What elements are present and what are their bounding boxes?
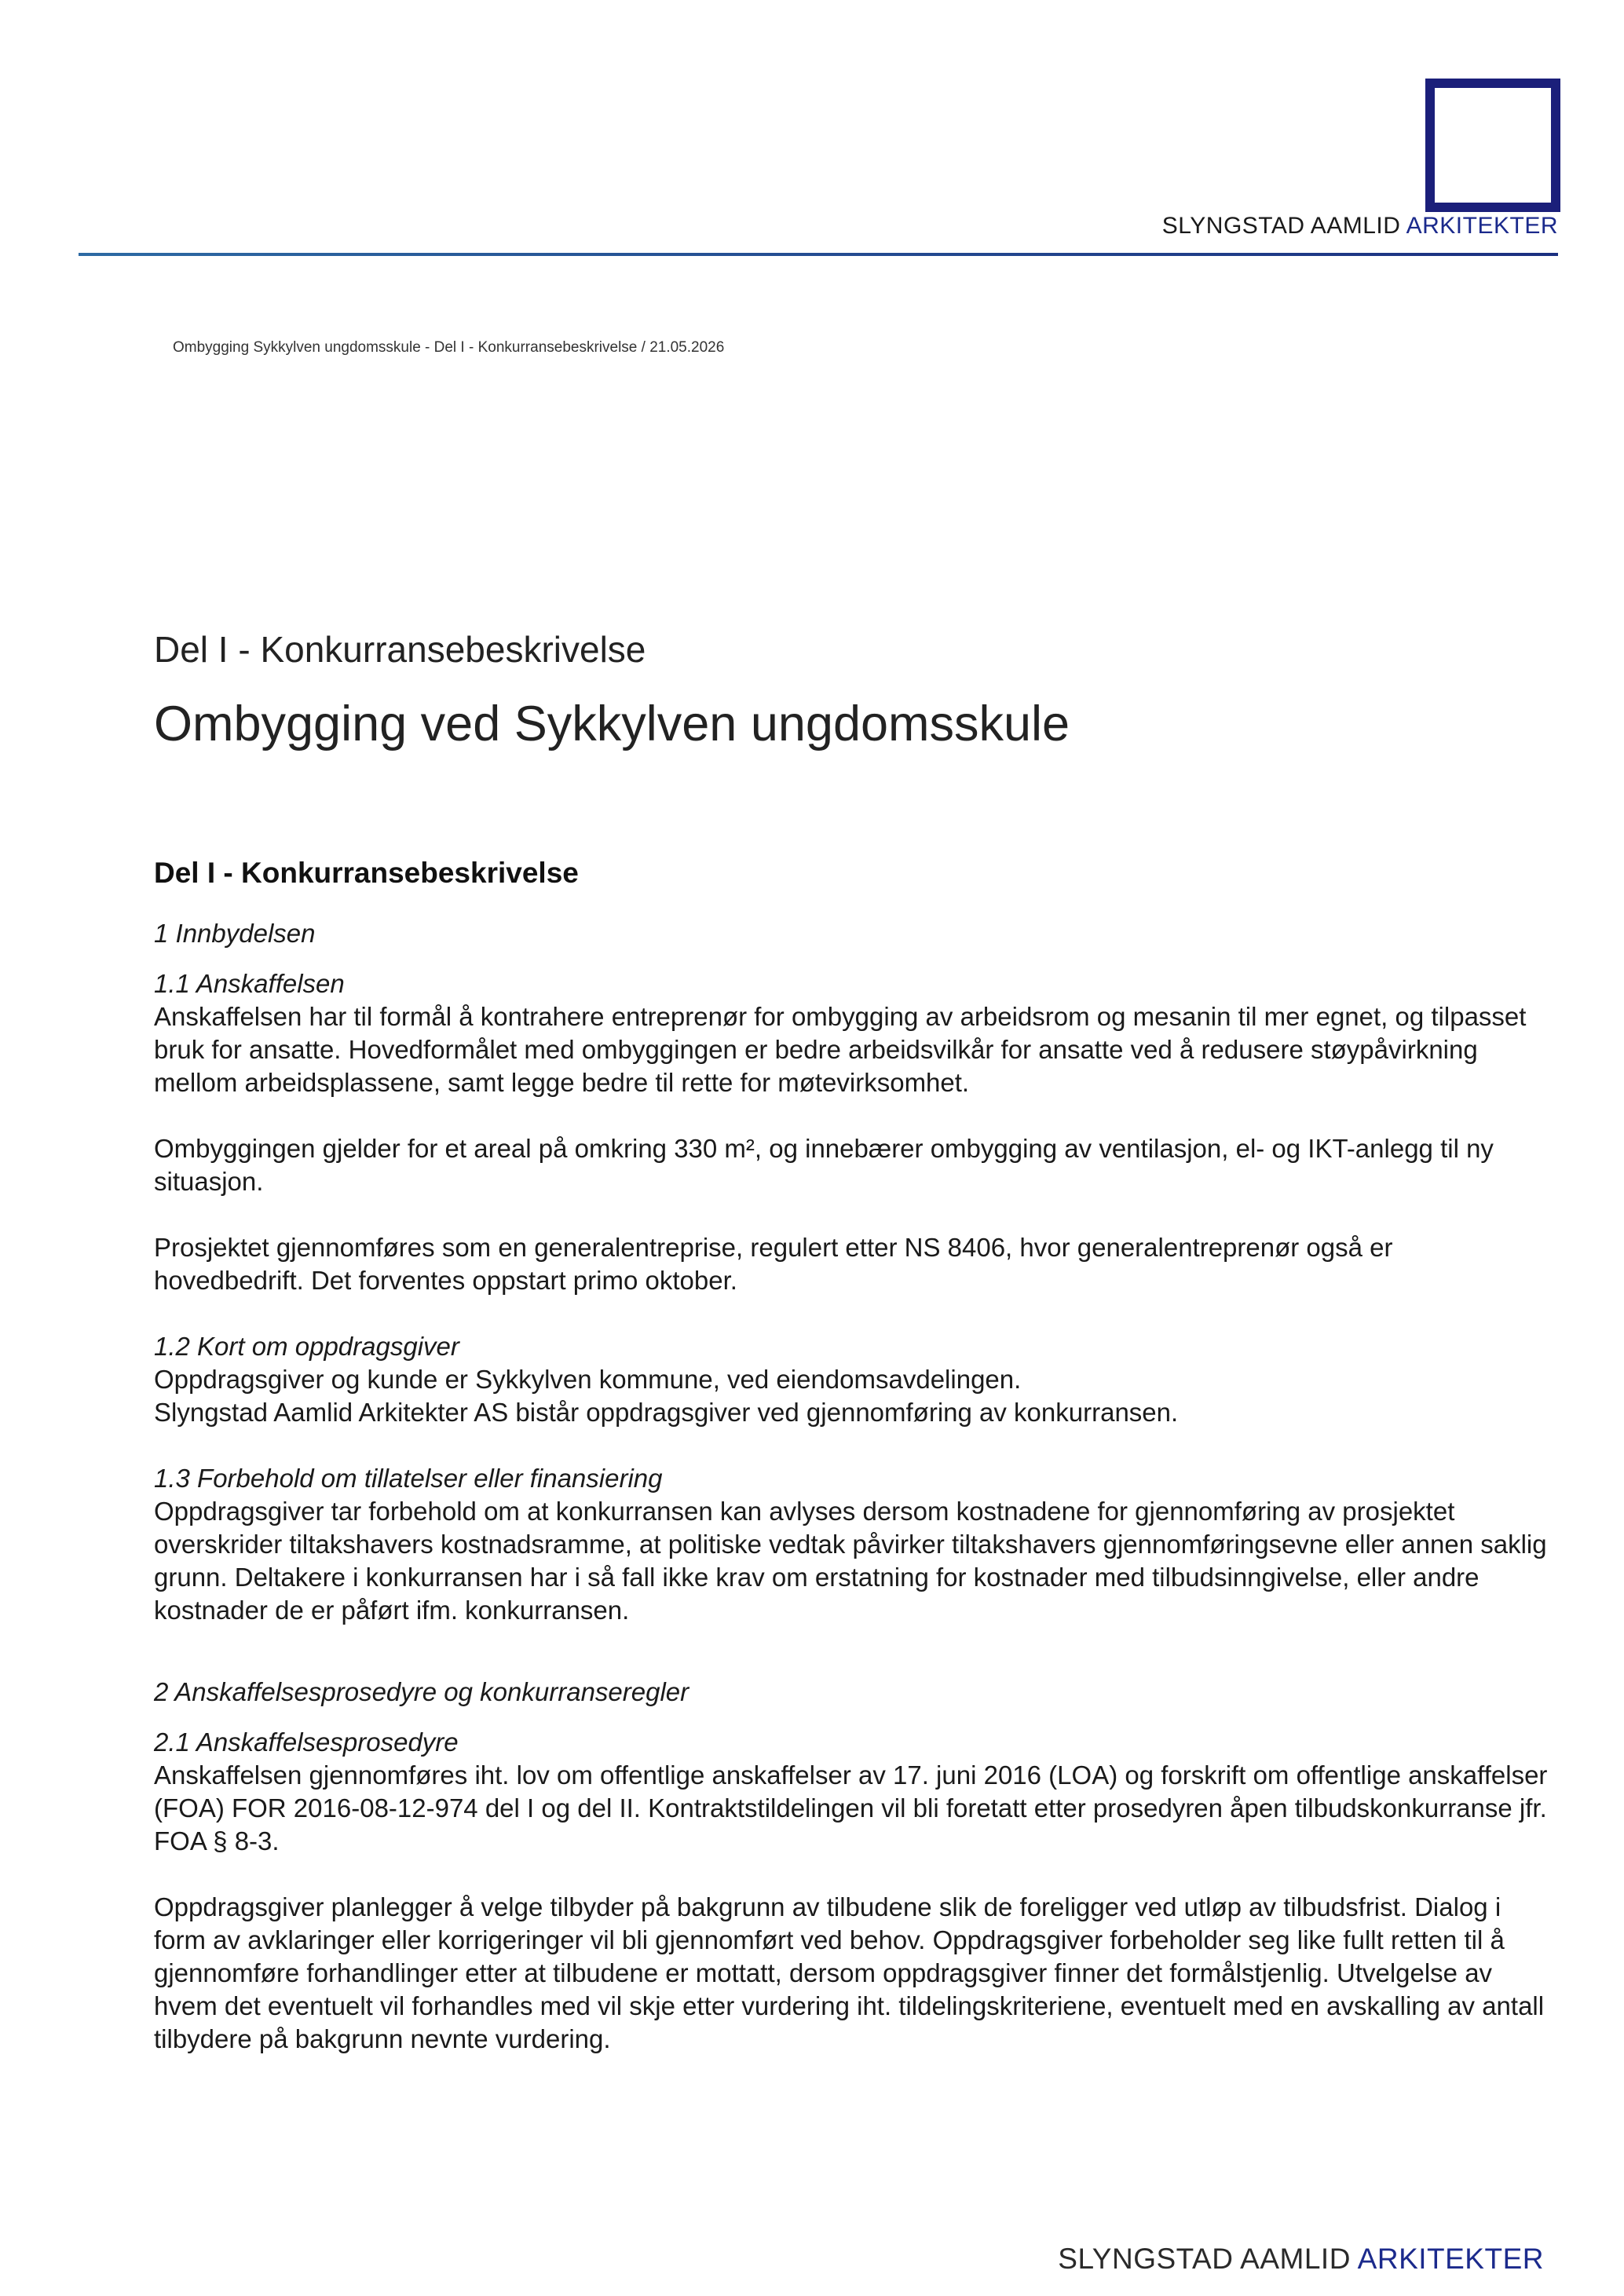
header-divider bbox=[79, 253, 1558, 256]
section-2-heading: 2 Anskaffelsesprosedyre og konkurranseregler bbox=[154, 1677, 689, 1706]
document-body bbox=[154, 856, 1548, 2056]
section-1-1-heading: 1.1 Anskaffelsen bbox=[154, 969, 345, 998]
section-2-1-paragraph-2: Oppdragsgiver planlegger å velge tilbyder på bakgrunn av tilbudene slik de foreligger ved utløp av tilbudsfrist. Dialog i form av avklaringer eller korrigeringer vil bli gjennomført ved behov. Oppdragsgiver forbeholder seg like fullt retten til å gjennomføre forhandlinger etter at tilbudene er mottatt, dersom oppdragsgiver finner det formålstjenlig. Utvelgelse av hvem det eventuelt vil forhandles med vil skje etter vurdering iht. tildelingskriteriene, eventuelt med en avskalling av antall tilbydere på bakgrunn nevnte vurdering. bbox=[154, 1892, 1545, 2053]
section-1-heading: 1 Innbydelsen bbox=[154, 919, 316, 948]
footer-company-main: SLYNGSTAD AAMLID bbox=[1058, 2243, 1351, 2275]
section-1-2-line-2: Slyngstad Aamlid Arkitekter AS bistår oppdragsgiver ved gjennomføring av konkurransen. bbox=[154, 1398, 1179, 1427]
footer-company-accent: ARKITEKTER bbox=[1357, 2243, 1544, 2275]
section-2-1-heading: 2.1 Anskaffelsesprosedyre bbox=[154, 1727, 459, 1757]
document-reference: Ombygging Sykkylven ungdomsskule - Del I - Konkurransebeskrivelse / 21.05.2026 bbox=[173, 339, 725, 356]
header-company-main: SLYNGSTAD AAMLID bbox=[1161, 213, 1401, 239]
section-1-1-paragraph-3: Prosjektet gjennomføres som en generalentreprise, regulert etter NS 8406, hvor generalentreprenør også er hovedbedrift. Det forventes oppstart primo oktober. bbox=[154, 1233, 1393, 1295]
section-1-1-paragraph-2: Ombyggingen gjelder for et areal på omkring 330 m², og innebærer ombygging av ventilasjon, el- og IKT-anlegg til ny situasjon. bbox=[154, 1134, 1494, 1196]
section-heading: Del I - Konkurransebeskrivelse bbox=[154, 857, 579, 889]
section-1-1-paragraph-1: Anskaffelsen har til formål å kontrahere entreprenør for ombygging av arbeidsrom og mesanin til mer egnet, og tilpasset bruk for ansatte. Hovedformålet med ombyggingen er bedre arbeidsvilkår for ansatte ved å redusere støypåvirkning mellom arbeidsplassene, samt legge bedre til rette for møtevirksomhet. bbox=[154, 1002, 1527, 1097]
section-1-2-line-1: Oppdragsgiver og kunde er Sykkylven kommune, ved eiendomsavdelingen. bbox=[154, 1365, 1022, 1394]
document-title: Ombygging ved Sykkylven ungdomsskule bbox=[154, 696, 1070, 751]
header-company-name bbox=[1162, 213, 1558, 239]
header-company-accent: ARKITEKTER bbox=[1406, 213, 1558, 239]
company-logo-mark bbox=[1425, 79, 1560, 212]
section-1-3-paragraph-1: Oppdragsgiver tar forbehold om at konkurransen kan avlyses dersom kostnadene for gjennomføring av prosjektet overskrider tiltakshavers kostnadsramme, at politiske vedtak påvirker tiltakshavers gjennomføringsevne eller annen saklig grunn. Deltakere i konkurransen har i så fall ikke krav om erstatning for kostnader med tilbudsinngivelse, eller andre kostnader de er påført ifm. konkurransen. bbox=[154, 1497, 1547, 1625]
section-2-1-paragraph-1: Anskaffelsen gjennomføres iht. lov om offentlige anskaffelser av 17. juni 2016 (LOA) og forskrift om offentlige anskaffelser (FOA) FOR 2016-08-12-974 del I og del II. Kontraktstildelingen vil bli foretatt etter prosedyren åpen tilbudskonkurranse jfr. FOA § 8-3. bbox=[154, 1760, 1548, 1855]
document-subtitle: Del I - Konkurransebeskrivelse bbox=[154, 629, 646, 670]
section-1-3-heading: 1.3 Forbehold om tillatelser eller finansiering bbox=[154, 1464, 663, 1493]
footer-company-name bbox=[1058, 2243, 1544, 2276]
section-1-2-heading: 1.2 Kort om oppdragsgiver bbox=[154, 1332, 459, 1361]
